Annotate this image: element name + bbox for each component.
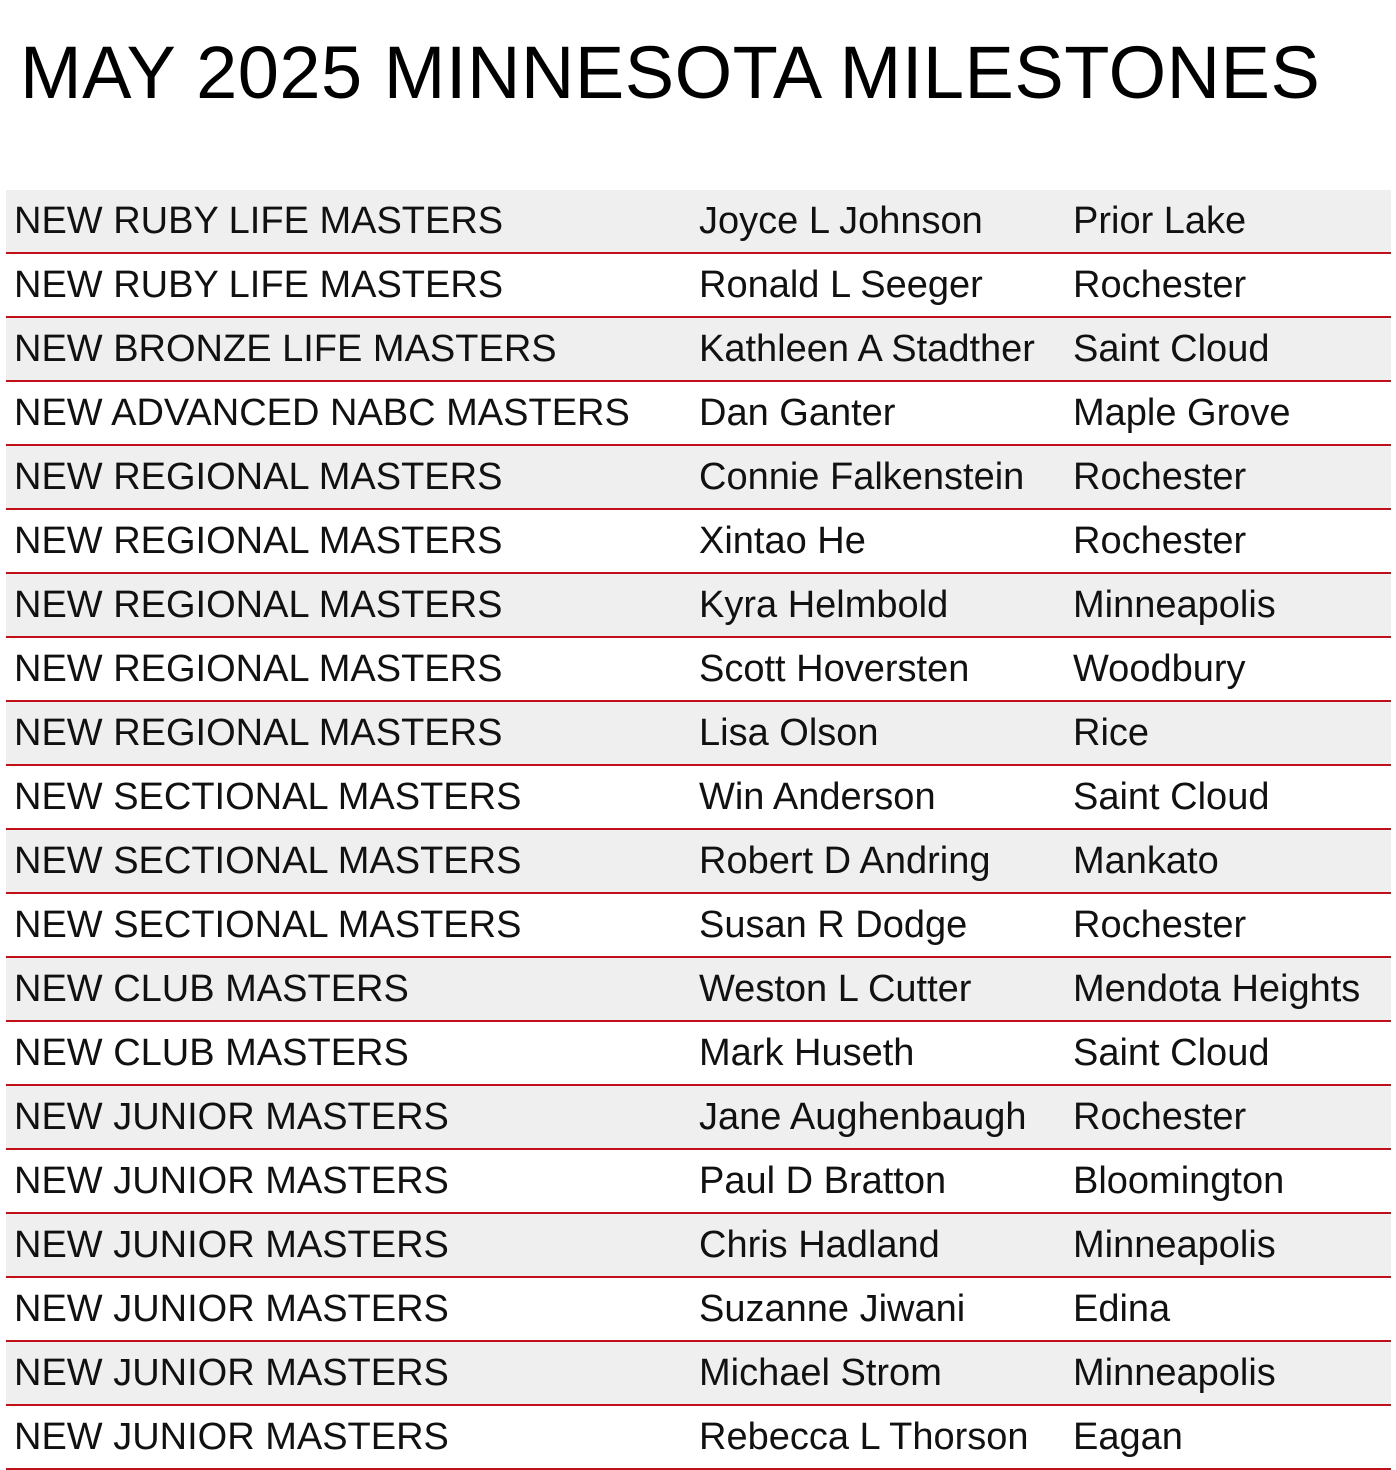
member-name-cell: Scott Hoversten bbox=[699, 648, 970, 690]
city-cell: Edina bbox=[1073, 1288, 1171, 1330]
milestone-cell: NEW SECTIONAL MASTERS bbox=[14, 904, 522, 946]
member-name-cell: Ronald L Seeger bbox=[699, 264, 983, 306]
member-name-cell: Michael Strom bbox=[699, 1352, 942, 1394]
member-name-cell: Kyra Helmbold bbox=[699, 584, 949, 626]
table-row bbox=[6, 958, 1391, 1022]
table-row bbox=[6, 318, 1391, 382]
city-cell: Maple Grove bbox=[1073, 392, 1291, 434]
table-row bbox=[6, 638, 1391, 702]
table-row bbox=[6, 190, 1391, 254]
city-cell: Rochester bbox=[1073, 456, 1247, 498]
member-name-cell: Robert D Andring bbox=[699, 840, 991, 882]
milestone-cell: NEW JUNIOR MASTERS bbox=[14, 1288, 449, 1330]
city-cell: Minneapolis bbox=[1073, 584, 1276, 626]
milestone-cell: NEW SECTIONAL MASTERS bbox=[14, 776, 522, 818]
milestone-cell: NEW BRONZE LIFE MASTERS bbox=[14, 328, 557, 370]
member-name-cell: Joyce L Johnson bbox=[699, 200, 983, 242]
city-cell: Rochester bbox=[1073, 264, 1247, 306]
city-cell: Bloomington bbox=[1073, 1160, 1285, 1202]
table-row bbox=[6, 766, 1391, 830]
table-row bbox=[6, 382, 1391, 446]
member-name-cell: Connie Falkenstein bbox=[699, 456, 1025, 498]
member-name-cell: Suzanne Jiwani bbox=[699, 1288, 966, 1330]
member-name-cell: Dan Ganter bbox=[699, 392, 896, 434]
member-name-cell: Mark Huseth bbox=[699, 1032, 915, 1074]
city-cell: Woodbury bbox=[1073, 648, 1246, 690]
city-cell: Saint Cloud bbox=[1073, 328, 1270, 370]
city-cell: Mendota Heights bbox=[1073, 968, 1361, 1010]
milestone-cell: NEW REGIONAL MASTERS bbox=[14, 456, 503, 498]
milestone-cell: NEW CLUB MASTERS bbox=[14, 1032, 409, 1074]
table-row bbox=[6, 830, 1391, 894]
city-cell: Prior Lake bbox=[1073, 200, 1247, 242]
table-row bbox=[6, 1150, 1391, 1214]
milestone-cell: NEW REGIONAL MASTERS bbox=[14, 648, 503, 690]
member-name-cell: Xintao He bbox=[699, 520, 866, 562]
member-name-cell: Chris Hadland bbox=[699, 1224, 940, 1266]
member-name-cell: Kathleen A Stadther bbox=[699, 328, 1035, 370]
table-row bbox=[6, 254, 1391, 318]
member-name-cell: Win Anderson bbox=[699, 776, 936, 818]
page-title: MAY 2025 MINNESOTA MILESTONES bbox=[20, 31, 1321, 114]
member-name-cell: Susan R Dodge bbox=[699, 904, 968, 946]
table-row bbox=[6, 446, 1391, 510]
table-row bbox=[6, 510, 1391, 574]
member-name-cell: Jane Aughenbaugh bbox=[699, 1096, 1027, 1138]
city-cell: Minneapolis bbox=[1073, 1352, 1276, 1394]
table-row bbox=[6, 702, 1391, 766]
milestone-cell: NEW REGIONAL MASTERS bbox=[14, 584, 503, 626]
city-cell: Rochester bbox=[1073, 520, 1247, 562]
city-cell: Saint Cloud bbox=[1073, 776, 1270, 818]
table-row bbox=[6, 1022, 1391, 1086]
table-row bbox=[6, 1342, 1391, 1406]
milestone-cell: NEW JUNIOR MASTERS bbox=[14, 1224, 449, 1266]
table-row bbox=[6, 574, 1391, 638]
city-cell: Eagan bbox=[1073, 1416, 1183, 1458]
member-name-cell: Lisa Olson bbox=[699, 712, 879, 754]
city-cell: Mankato bbox=[1073, 840, 1219, 882]
milestones-table bbox=[6, 190, 1391, 1470]
milestone-cell: NEW JUNIOR MASTERS bbox=[14, 1416, 449, 1458]
table-row bbox=[6, 1406, 1391, 1470]
member-name-cell: Weston L Cutter bbox=[699, 968, 972, 1010]
city-cell: Rochester bbox=[1073, 1096, 1247, 1138]
table-row bbox=[6, 894, 1391, 958]
milestone-cell: NEW JUNIOR MASTERS bbox=[14, 1096, 449, 1138]
milestone-cell: NEW CLUB MASTERS bbox=[14, 968, 409, 1010]
city-cell: Rochester bbox=[1073, 904, 1247, 946]
city-cell: Rice bbox=[1073, 712, 1150, 754]
table-row bbox=[6, 1214, 1391, 1278]
milestone-cell: NEW RUBY LIFE MASTERS bbox=[14, 264, 504, 306]
milestone-cell: NEW REGIONAL MASTERS bbox=[14, 712, 503, 754]
city-cell: Saint Cloud bbox=[1073, 1032, 1270, 1074]
milestone-cell: NEW JUNIOR MASTERS bbox=[14, 1160, 449, 1202]
member-name-cell: Paul D Bratton bbox=[699, 1160, 947, 1202]
member-name-cell: Rebecca L Thorson bbox=[699, 1416, 1029, 1458]
city-cell: Minneapolis bbox=[1073, 1224, 1276, 1266]
table-row bbox=[6, 1086, 1391, 1150]
table-row bbox=[6, 1278, 1391, 1342]
milestone-cell: NEW ADVANCED NABC MASTERS bbox=[14, 392, 630, 434]
milestone-cell: NEW RUBY LIFE MASTERS bbox=[14, 200, 504, 242]
milestone-cell: NEW SECTIONAL MASTERS bbox=[14, 840, 522, 882]
milestone-cell: NEW REGIONAL MASTERS bbox=[14, 520, 503, 562]
milestone-cell: NEW JUNIOR MASTERS bbox=[14, 1352, 449, 1394]
